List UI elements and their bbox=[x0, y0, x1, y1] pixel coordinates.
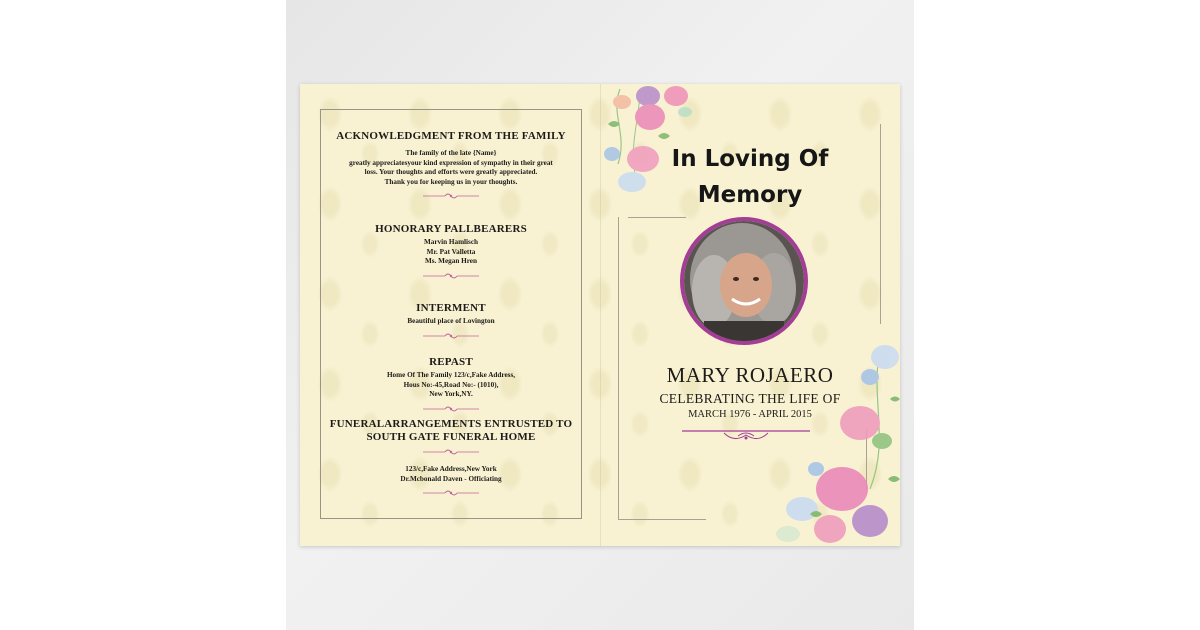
title-line-2: Memory bbox=[697, 182, 803, 208]
section-line: loss. Your thoughts and efforts were greatly appreciated. bbox=[364, 168, 538, 176]
right-page bbox=[600, 84, 900, 546]
section-title: INTERMENT bbox=[416, 302, 486, 314]
section-line: Thank you for keeping us in your thoughts. bbox=[384, 177, 518, 186]
section-title: REPAST bbox=[429, 356, 473, 368]
portrait-image-icon bbox=[684, 221, 804, 341]
section-title: SOUTH GATE FUNERAL HOME bbox=[366, 431, 536, 443]
watercolor-flowers-bottom-icon bbox=[770, 339, 900, 546]
deceased-name: MARY ROJAERO bbox=[666, 363, 834, 387]
section-line: New York,NY. bbox=[429, 390, 473, 398]
section-line: greatly appreciatesyour kind expression of sympathy in their great bbox=[349, 158, 553, 167]
title-line-1: In Loving Of bbox=[671, 146, 829, 172]
section-title: ACKNOWLEDGMENT FROM THE FAMILY bbox=[336, 130, 566, 142]
section-repast bbox=[320, 356, 582, 419]
flourish-divider-icon bbox=[421, 488, 481, 498]
section-line: Home Of The Family 123/c,Fake Address, bbox=[386, 371, 516, 379]
section-pallbearers bbox=[320, 223, 582, 286]
portrait-photo bbox=[680, 217, 808, 345]
funeral-program-sheet bbox=[300, 84, 900, 546]
section-line: Hous No:-45,Road No:- (1010), bbox=[403, 380, 499, 389]
section-line: The family of the late {Name} bbox=[405, 149, 497, 157]
flourish-divider-icon bbox=[421, 191, 481, 201]
celebrating-subtitle: CELEBRATING THE LIFE OF bbox=[659, 391, 841, 406]
section-line: Dr.Mcbonald Daven - Officiating bbox=[400, 474, 502, 483]
section-title: HONORARY PALLBEARERS bbox=[375, 223, 527, 235]
section-line: 123/c,Fake Address,New York bbox=[405, 465, 497, 473]
flourish-divider-icon bbox=[421, 271, 481, 281]
flourish-divider-icon bbox=[421, 331, 481, 341]
frame-line bbox=[618, 519, 706, 520]
flourish-divider-icon bbox=[421, 404, 481, 414]
section-acknowledgment bbox=[320, 130, 582, 206]
life-dates: MARCH 1976 - APRIL 2015 bbox=[688, 409, 812, 420]
section-line: Beautiful place of Lovington bbox=[407, 317, 495, 325]
section-interment bbox=[320, 302, 582, 346]
section-line: Marvin Hamlisch bbox=[423, 238, 479, 246]
section-line: Mr. Pat Valletta bbox=[426, 247, 476, 256]
section-title: FUNERALARRANGEMENTS ENTRUSTED TO bbox=[329, 418, 573, 430]
frame-line bbox=[628, 217, 686, 218]
section-line: Ms. Megan Hren bbox=[425, 257, 477, 265]
section-funeral-home bbox=[320, 418, 582, 503]
flourish-divider-icon bbox=[421, 447, 481, 457]
